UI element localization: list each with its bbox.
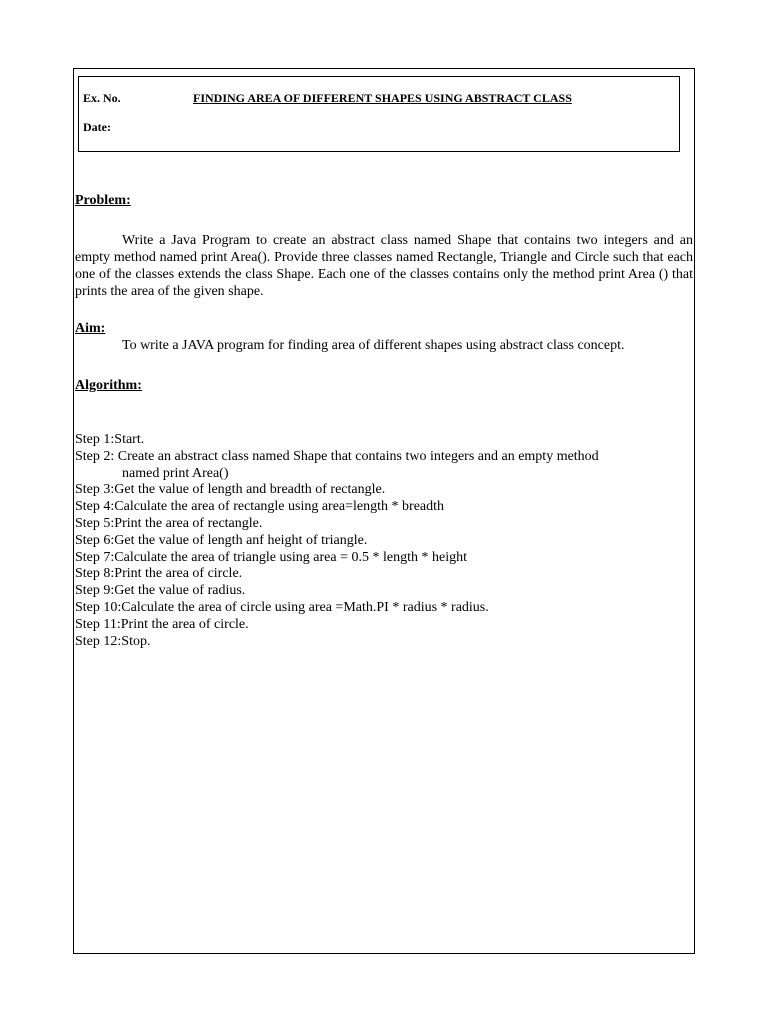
algorithm-steps [75, 432, 685, 650]
header-box [78, 76, 680, 152]
step-item: Step 11:Print the area of circle. [75, 616, 249, 632]
algorithm-heading: Algorithm: [75, 378, 142, 393]
step-item: Step 1:Start. [75, 432, 145, 447]
step-item: Step 12:Stop. [75, 633, 151, 649]
step-item: Step 2: Create an abstract class named Shape that contains two integers and an empty method [75, 448, 599, 464]
problem-text: Write a Java Program to create an abstract class named Shape that contains two integers and an empty method named print Area(). Provide three classes named Rectangle, Triangle and Circle such that each one of the classes extends the class Shape. Each one of the classes contains only the method print Area () that prints the area of the given shape. [75, 233, 693, 299]
document-title: FINDING AREA OF DIFFERENT SHAPES USING ABSTRACT CLASS [193, 91, 572, 105]
step-item: Step 7:Calculate the area of triangle using area = 0.5 * length * height [75, 549, 467, 565]
aim-text: To write a JAVA program for finding area of different shapes using abstract class concept. [122, 338, 625, 353]
step-item-continuation: named print Area() [122, 465, 229, 481]
step-item: Step 4:Calculate the area of rectangle using area=length * breadth [75, 499, 445, 515]
problem-heading: Problem: [75, 193, 131, 208]
step-item: Step 8:Print the area of circle. [75, 566, 243, 582]
date-label: Date: [83, 120, 111, 134]
step-item: Step 9:Get the value of radius. [75, 583, 246, 599]
step-item: Step 6:Get the value of length anf height of triangle. [75, 532, 368, 548]
ex-no-label: Ex. No. [83, 91, 121, 105]
step-item: Step 5:Print the area of rectangle. [75, 515, 263, 531]
aim-heading: Aim: [75, 321, 106, 336]
step-item: Step 10:Calculate the area of circle using area =Math.PI * radius * radius. [75, 599, 489, 615]
step-item: Step 3:Get the value of length and breadth of rectangle. [75, 482, 386, 498]
